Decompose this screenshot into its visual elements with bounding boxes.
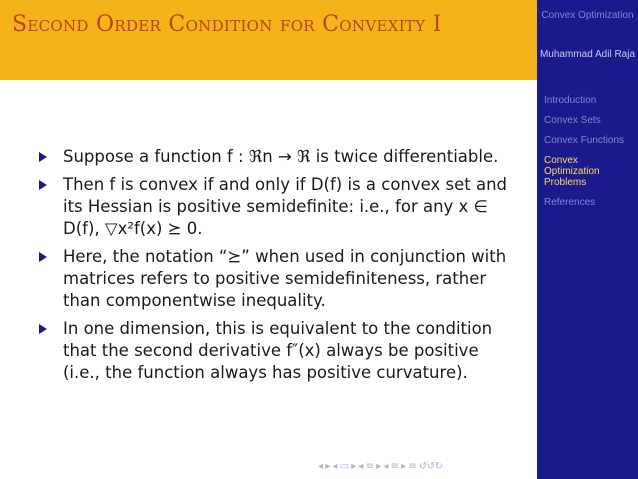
bullet-triangle-icon — [39, 252, 47, 262]
bullet-triangle-icon — [39, 180, 47, 190]
sidebar-item-references[interactable]: References — [544, 197, 596, 208]
sidebar-item-convex-sets[interactable]: Convex Sets — [544, 115, 601, 126]
sidebar-item-convex-optimization-problems[interactable]: Convex Optimization Problems — [544, 155, 600, 188]
bullet-item — [39, 174, 519, 240]
slide-header — [0, 0, 537, 80]
slide-title: Second Order Condition for Convexity I — [12, 12, 442, 37]
bullet-text: Here, the notation “⪰” when used in conjunction with matrices refers to positive semidefiniteness, rather than componentwise inequality. — [63, 247, 507, 310]
navigation-symbols-icon[interactable]: ◂ ▸ ◂ ▭ ▸ ◂ ≡ ▸ ◂ ≡ ▸ ≡ ↺↺↻ — [318, 460, 443, 472]
bullet-triangle-icon — [39, 324, 47, 334]
bullet-text: In one dimension, this is equivalent to the condition that the second derivative f″(x) always be positive (i.e., the function always has positive curvature). — [63, 319, 493, 382]
sidebar-nav — [544, 95, 636, 217]
bullet-item — [39, 246, 519, 312]
sidebar-author[interactable]: Muhammad Adil Raja — [539, 49, 636, 60]
bullet-item — [39, 146, 519, 168]
beamer-navigation-bar[interactable] — [318, 459, 532, 473]
sidebar — [537, 0, 638, 479]
bullet-text: Suppose a function f : ℜn → ℜ is twice differentiable. — [63, 147, 499, 166]
bullet-item — [39, 318, 519, 384]
sidebar-presentation-title[interactable]: Convex Optimization — [541, 10, 634, 21]
bullet-triangle-icon — [39, 152, 47, 162]
sidebar-item-introduction[interactable]: Introduction — [544, 95, 597, 106]
bullet-text: Then f is convex if and only if D(f) is a convex set and its Hessian is positive semidefinite: i.e., for any x ∈ D(f), ▽x²f(x) ⪰ 0. — [63, 175, 508, 238]
slide-content — [39, 146, 519, 390]
sidebar-item-convex-functions[interactable]: Convex Functions — [544, 135, 625, 146]
